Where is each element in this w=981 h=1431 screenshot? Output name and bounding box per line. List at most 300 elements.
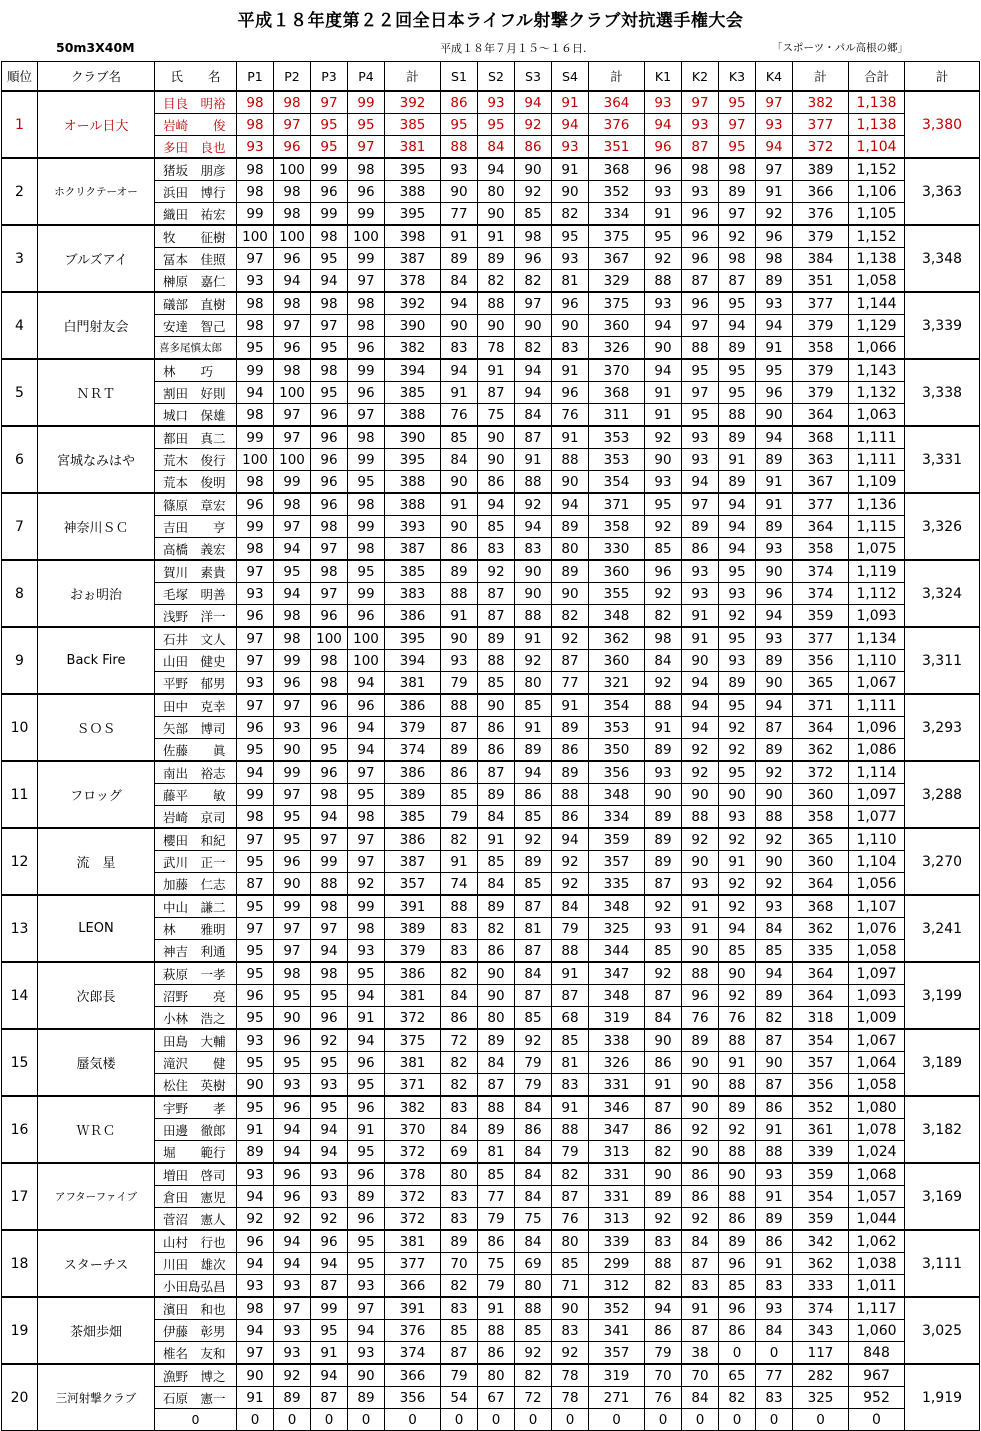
individual-total-cell: 1,058 — [849, 270, 905, 293]
score-cell: 94 — [348, 672, 385, 695]
score-cell: 90 — [552, 471, 589, 494]
score-cell: 351 — [589, 136, 645, 159]
club-name-cell: 白門射友会 — [38, 292, 155, 359]
score-cell: 92 — [756, 203, 793, 226]
shooter-name-cell: 岩崎 俊 — [155, 114, 237, 136]
score-cell: 95 — [348, 560, 385, 583]
score-cell: 92 — [311, 1208, 348, 1231]
score-cell: 91 — [478, 225, 515, 248]
shooter-name-cell: 浅野 洋一 — [155, 605, 237, 628]
score-cell: 91 — [719, 851, 756, 873]
shooter-name-cell: 礒部 直樹 — [155, 292, 237, 315]
score-cell: 90 — [552, 583, 589, 605]
score-cell: 87 — [756, 1029, 793, 1052]
score-cell: 94 — [756, 136, 793, 159]
score-cell: 95 — [441, 114, 478, 136]
score-cell: 386 — [385, 694, 441, 717]
score-cell: 94 — [645, 359, 682, 382]
score-cell: 94 — [348, 717, 385, 739]
team-total-cell: 3,331 — [905, 426, 980, 493]
score-cell: 356 — [385, 1387, 441, 1409]
score-cell: 76 — [682, 1007, 719, 1030]
score-cell: 89 — [552, 560, 589, 583]
score-cell: 351 — [793, 270, 849, 293]
score-cell: 86 — [552, 806, 589, 829]
score-cell: 98 — [237, 471, 274, 494]
score-cell: 93 — [237, 270, 274, 293]
score-cell: 94 — [348, 739, 385, 762]
score-cell: 92 — [756, 828, 793, 851]
score-cell: 80 — [441, 1163, 478, 1186]
score-cell: 97 — [274, 426, 311, 449]
score-cell: 89 — [719, 471, 756, 494]
score-cell: 90 — [478, 985, 515, 1007]
score-cell: 350 — [589, 739, 645, 762]
score-cell: 90 — [237, 1074, 274, 1097]
score-cell: 366 — [793, 181, 849, 203]
score-cell: 91 — [478, 359, 515, 382]
score-cell: 91 — [756, 181, 793, 203]
score-cell: 94 — [719, 538, 756, 561]
shooter-name-cell: 賀川 素貴 — [155, 560, 237, 583]
score-cell: 100 — [311, 627, 348, 650]
score-cell: 82 — [478, 270, 515, 293]
score-cell: 92 — [719, 225, 756, 248]
score-cell: 92 — [274, 1208, 311, 1231]
score-cell: 379 — [793, 382, 849, 404]
score-cell: 319 — [589, 1007, 645, 1030]
individual-total-cell: 1,138 — [849, 91, 905, 114]
club-name-cell: 宮城なみはや — [38, 426, 155, 493]
shooter-name-cell: 椎名 友和 — [155, 1342, 237, 1365]
score-cell: 89 — [478, 895, 515, 918]
score-cell: 370 — [589, 359, 645, 382]
event-label: 50m3X40M — [56, 40, 135, 55]
score-cell: 87 — [719, 270, 756, 293]
score-cell: 89 — [756, 270, 793, 293]
individual-total-cell: 1,152 — [849, 225, 905, 248]
score-cell: 376 — [385, 1320, 441, 1342]
score-cell: 98 — [274, 627, 311, 650]
score-cell: 93 — [274, 1275, 311, 1298]
team-total-cell: 3,288 — [905, 761, 980, 828]
score-cell: 390 — [385, 315, 441, 337]
score-cell: 0 — [682, 1409, 719, 1431]
score-cell: 96 — [348, 1096, 385, 1119]
score-cell: 89 — [719, 1230, 756, 1253]
score-cell: 93 — [274, 1320, 311, 1342]
score-cell: 90 — [274, 873, 311, 896]
score-cell: 0 — [348, 1409, 385, 1431]
score-cell: 98 — [274, 962, 311, 985]
score-cell: 330 — [589, 538, 645, 561]
score-cell: 95 — [237, 895, 274, 918]
score-cell: 88 — [552, 1119, 589, 1141]
individual-total-cell: 1,063 — [849, 404, 905, 427]
score-cell: 92 — [645, 426, 682, 449]
score-cell: 347 — [589, 1119, 645, 1141]
score-cell: 91 — [348, 1007, 385, 1030]
club-name-cell: 茶畑歩畑 — [38, 1297, 155, 1364]
score-cell: 94 — [756, 605, 793, 628]
individual-total-cell: 1,060 — [849, 1320, 905, 1342]
individual-total-cell: 1,066 — [849, 337, 905, 360]
score-cell: 325 — [793, 1387, 849, 1409]
score-cell: 93 — [682, 560, 719, 583]
score-cell: 84 — [756, 1320, 793, 1342]
rank-cell: 14 — [2, 962, 38, 1029]
score-cell: 282 — [793, 1364, 849, 1387]
score-cell: 379 — [793, 225, 849, 248]
score-cell: 86 — [478, 717, 515, 739]
score-cell: 96 — [274, 136, 311, 159]
score-cell: 99 — [348, 248, 385, 270]
shooter-name-cell: 堀 範行 — [155, 1141, 237, 1164]
shooter-name-cell: 伊藤 彰男 — [155, 1320, 237, 1342]
score-cell: 89 — [552, 761, 589, 784]
score-cell: 95 — [645, 225, 682, 248]
score-cell: 96 — [237, 605, 274, 628]
score-cell: 91 — [756, 471, 793, 494]
score-cell: 99 — [237, 359, 274, 382]
score-cell: 96 — [348, 337, 385, 360]
score-cell: 98 — [311, 516, 348, 538]
score-cell: 83 — [552, 1074, 589, 1097]
individual-total-cell: 1,105 — [849, 203, 905, 226]
team-total-cell: 3,111 — [905, 1230, 980, 1297]
score-cell: 86 — [441, 91, 478, 114]
shooter-name-cell: 矢部 博司 — [155, 717, 237, 739]
score-cell: 88 — [719, 1029, 756, 1052]
score-cell: 86 — [682, 1163, 719, 1186]
score-cell: 90 — [756, 560, 793, 583]
score-cell: 79 — [478, 1208, 515, 1231]
score-cell: 91 — [645, 404, 682, 427]
score-cell: 88 — [478, 1320, 515, 1342]
score-cell: 93 — [682, 426, 719, 449]
individual-total-cell: 1,114 — [849, 761, 905, 784]
score-cell: 82 — [441, 828, 478, 851]
score-cell: 65 — [719, 1364, 756, 1387]
score-cell: 385 — [385, 560, 441, 583]
score-cell: 93 — [441, 650, 478, 672]
score-cell: 95 — [237, 1007, 274, 1030]
score-cell: 385 — [385, 114, 441, 136]
score-cell: 90 — [645, 449, 682, 471]
score-cell: 382 — [793, 91, 849, 114]
score-cell: 95 — [274, 985, 311, 1007]
shooter-name-cell: 佐藤 眞 — [155, 739, 237, 762]
score-cell: 94 — [348, 985, 385, 1007]
score-cell: 362 — [589, 627, 645, 650]
score-cell: 97 — [682, 493, 719, 516]
score-cell: 94 — [274, 1253, 311, 1275]
club-name-cell: LEON — [38, 895, 155, 962]
score-cell: 86 — [756, 1096, 793, 1119]
score-cell: 0 — [719, 1342, 756, 1365]
score-cell: 362 — [793, 918, 849, 940]
rank-cell: 6 — [2, 426, 38, 493]
shooter-name-cell: 小田島弘昌 — [155, 1275, 237, 1298]
score-cell: 80 — [552, 538, 589, 561]
score-cell: 90 — [719, 1163, 756, 1186]
score-cell: 355 — [589, 583, 645, 605]
score-cell: 97 — [274, 784, 311, 806]
score-cell: 89 — [756, 1208, 793, 1231]
score-cell: 93 — [237, 136, 274, 159]
team-total-cell: 3,025 — [905, 1297, 980, 1364]
score-cell: 88 — [682, 962, 719, 985]
table-row — [2, 426, 980, 449]
score-cell: 94 — [719, 493, 756, 516]
score-cell: 97 — [515, 292, 552, 315]
score-cell: 38 — [682, 1342, 719, 1365]
score-cell: 334 — [589, 806, 645, 829]
score-cell: 98 — [348, 158, 385, 181]
score-cell: 92 — [719, 828, 756, 851]
score-cell: 91 — [756, 1253, 793, 1275]
score-cell: 374 — [793, 560, 849, 583]
score-cell: 99 — [311, 158, 348, 181]
header-cell: S1 — [441, 62, 478, 92]
score-cell: 96 — [348, 605, 385, 628]
results-body — [2, 91, 980, 1431]
individual-total-cell: 1,075 — [849, 538, 905, 561]
score-cell: 83 — [441, 1208, 478, 1231]
score-cell: 88 — [719, 1074, 756, 1097]
score-cell: 82 — [552, 203, 589, 226]
score-cell: 69 — [441, 1141, 478, 1164]
shooter-name-cell: 萩原 一孝 — [155, 962, 237, 985]
shooter-name-cell: 田島 大輔 — [155, 1029, 237, 1052]
individual-total-cell: 1,056 — [849, 873, 905, 896]
score-cell: 97 — [348, 404, 385, 427]
score-cell: 361 — [793, 1119, 849, 1141]
score-cell: 99 — [348, 203, 385, 226]
score-cell: 95 — [311, 337, 348, 360]
score-cell: 90 — [441, 315, 478, 337]
header-cell: 順位 — [2, 62, 38, 92]
header-cell: クラブ名 — [38, 62, 155, 92]
score-cell: 0 — [552, 1409, 589, 1431]
score-cell: 392 — [385, 91, 441, 114]
score-cell: 368 — [589, 382, 645, 404]
score-cell: 95 — [348, 471, 385, 494]
individual-total-cell: 1,106 — [849, 181, 905, 203]
score-cell: 92 — [515, 114, 552, 136]
score-cell: 97 — [274, 404, 311, 427]
score-cell: 98 — [274, 605, 311, 628]
score-cell: 96 — [274, 1029, 311, 1052]
score-cell: 92 — [515, 181, 552, 203]
score-cell: 92 — [515, 828, 552, 851]
score-cell: 374 — [793, 1297, 849, 1320]
score-cell: 75 — [478, 404, 515, 427]
score-cell: 70 — [645, 1364, 682, 1387]
score-cell: 98 — [274, 292, 311, 315]
score-cell: 89 — [478, 627, 515, 650]
score-cell: 92 — [756, 873, 793, 896]
score-cell: 94 — [237, 1186, 274, 1208]
score-cell: 97 — [237, 650, 274, 672]
event-venue: 「スポーツ・パル高根の郷」 — [772, 42, 909, 54]
score-cell: 91 — [552, 359, 589, 382]
score-cell: 78 — [552, 1364, 589, 1387]
header-cell: P3 — [311, 62, 348, 92]
score-cell: 381 — [385, 672, 441, 695]
score-cell: 91 — [515, 627, 552, 650]
score-cell: 87 — [552, 650, 589, 672]
score-cell: 364 — [793, 873, 849, 896]
score-cell: 97 — [274, 918, 311, 940]
shooter-name-cell: 荒木 俊行 — [155, 449, 237, 471]
score-cell: 91 — [682, 918, 719, 940]
score-cell: 96 — [311, 471, 348, 494]
score-cell: 90 — [719, 962, 756, 985]
score-cell: 85 — [719, 940, 756, 963]
score-cell: 95 — [237, 337, 274, 360]
score-cell: 89 — [756, 739, 793, 762]
score-cell: 87 — [515, 985, 552, 1007]
score-cell: 98 — [348, 315, 385, 337]
score-cell: 94 — [311, 1364, 348, 1387]
score-cell: 77 — [552, 672, 589, 695]
individual-total-cell: 1,011 — [849, 1275, 905, 1298]
score-cell: 91 — [682, 627, 719, 650]
shooter-name-cell: 喜多尾慎太郎 — [155, 337, 237, 360]
score-cell: 90 — [478, 962, 515, 985]
team-total-cell: 3,338 — [905, 359, 980, 426]
score-cell: 84 — [441, 985, 478, 1007]
score-cell: 93 — [237, 672, 274, 695]
score-cell: 84 — [478, 873, 515, 896]
score-cell: 89 — [441, 1230, 478, 1253]
header-cell: S4 — [552, 62, 589, 92]
club-name-cell: 神奈川ＳＣ — [38, 493, 155, 560]
score-cell: 377 — [385, 1253, 441, 1275]
score-cell: 95 — [274, 828, 311, 851]
score-cell: 93 — [682, 449, 719, 471]
individual-total-cell: 1,086 — [849, 739, 905, 762]
individual-total-cell: 1,080 — [849, 1096, 905, 1119]
score-cell: 95 — [348, 1074, 385, 1097]
score-cell: 96 — [237, 717, 274, 739]
score-cell: 89 — [719, 426, 756, 449]
shooter-name-cell: 城口 保雄 — [155, 404, 237, 427]
score-cell: 372 — [385, 1208, 441, 1231]
individual-total-cell: 1,144 — [849, 292, 905, 315]
club-name-cell: おぉ明治 — [38, 560, 155, 627]
score-cell: 357 — [589, 1342, 645, 1365]
score-cell: 394 — [385, 359, 441, 382]
score-cell: 92 — [552, 851, 589, 873]
score-cell: 100 — [348, 225, 385, 248]
score-cell: 94 — [719, 918, 756, 940]
score-cell: 98 — [274, 493, 311, 516]
score-cell: 97 — [274, 940, 311, 963]
table-row — [2, 359, 980, 382]
score-cell: 95 — [311, 1320, 348, 1342]
score-cell: 85 — [645, 940, 682, 963]
score-cell: 95 — [552, 225, 589, 248]
shooter-name-cell: 小林 浩之 — [155, 1007, 237, 1030]
score-cell: 381 — [385, 985, 441, 1007]
shooter-name-cell: 割田 好則 — [155, 382, 237, 404]
score-cell: 95 — [348, 784, 385, 806]
score-cell: 91 — [682, 1297, 719, 1320]
score-cell: 83 — [756, 1387, 793, 1409]
score-cell: 94 — [311, 270, 348, 293]
score-cell: 387 — [385, 248, 441, 270]
score-cell: 77 — [441, 203, 478, 226]
score-cell: 91 — [515, 449, 552, 471]
score-cell: 326 — [589, 337, 645, 360]
score-cell: 391 — [385, 895, 441, 918]
score-cell: 96 — [311, 181, 348, 203]
score-cell: 75 — [515, 1208, 552, 1231]
shooter-name-cell: 山田 健史 — [155, 650, 237, 672]
score-cell: 96 — [274, 337, 311, 360]
score-cell: 83 — [441, 1096, 478, 1119]
score-cell: 98 — [237, 806, 274, 829]
score-cell: 96 — [311, 1230, 348, 1253]
score-cell: 93 — [756, 292, 793, 315]
score-cell: 362 — [793, 739, 849, 762]
score-cell: 82 — [515, 270, 552, 293]
score-cell: 92 — [515, 1029, 552, 1052]
score-cell: 94 — [237, 382, 274, 404]
score-cell: 96 — [682, 203, 719, 226]
score-cell: 93 — [237, 583, 274, 605]
score-cell: 89 — [348, 1186, 385, 1208]
score-cell: 94 — [441, 292, 478, 315]
score-cell: 389 — [385, 918, 441, 940]
score-cell: 96 — [645, 560, 682, 583]
score-cell: 99 — [348, 895, 385, 918]
score-cell: 98 — [274, 203, 311, 226]
score-cell: 94 — [478, 158, 515, 181]
score-cell: 98 — [274, 359, 311, 382]
club-name-cell: 流 星 — [38, 828, 155, 895]
score-cell: 82 — [756, 1007, 793, 1030]
score-cell: 97 — [274, 694, 311, 717]
score-cell: 348 — [589, 895, 645, 918]
score-cell: 99 — [237, 784, 274, 806]
score-cell: 362 — [793, 1253, 849, 1275]
event-date: 平成１８年７月１５～１６日. — [440, 42, 587, 55]
score-cell: 93 — [645, 91, 682, 114]
individual-total-cell: 1,136 — [849, 493, 905, 516]
shooter-name-cell: 牧 征樹 — [155, 225, 237, 248]
score-cell: 93 — [311, 1163, 348, 1186]
shooter-name-cell: 0 — [155, 1409, 237, 1431]
score-cell: 97 — [311, 583, 348, 605]
score-cell: 389 — [385, 784, 441, 806]
score-cell: 92 — [756, 761, 793, 784]
club-name-cell: オール日大 — [38, 91, 155, 158]
score-cell: 100 — [274, 158, 311, 181]
score-cell: 82 — [515, 337, 552, 360]
team-total-cell: 1,919 — [905, 1364, 980, 1431]
score-cell: 98 — [237, 91, 274, 114]
score-cell: 88 — [552, 940, 589, 963]
score-cell: 395 — [385, 449, 441, 471]
score-cell: 93 — [719, 806, 756, 829]
shooter-name-cell: 滝沢 健 — [155, 1052, 237, 1074]
score-cell: 84 — [515, 1163, 552, 1186]
score-cell: 388 — [385, 404, 441, 427]
score-cell: 383 — [385, 583, 441, 605]
